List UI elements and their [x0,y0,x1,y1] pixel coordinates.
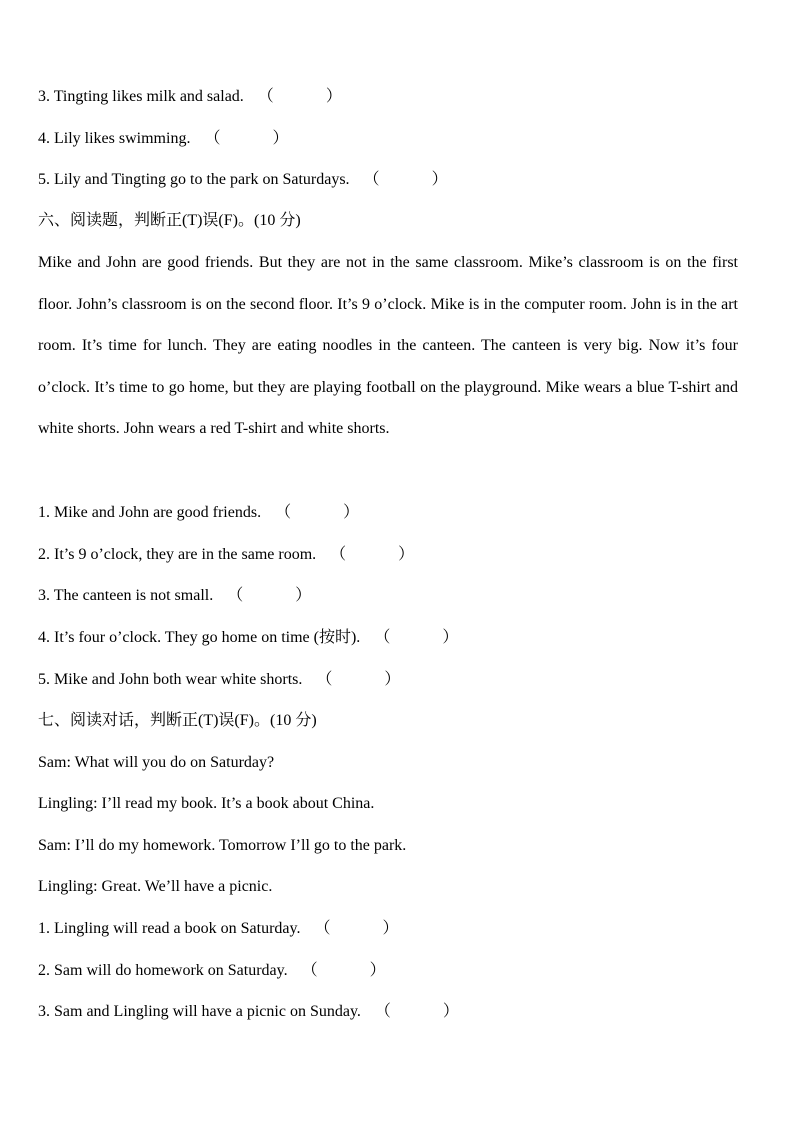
question-item [38,670,400,690]
question-text: 5. Lily and Tingting go to the park on Saturdays. [38,171,350,188]
question-item [38,129,288,149]
question-item [38,628,458,648]
answer-blank[interactable]: （ ） [374,1003,459,1020]
question-text: 3. Tingting likes milk and salad. [38,88,244,105]
answer-blank[interactable]: （ ） [275,504,360,521]
question-item [38,1002,459,1022]
section-heading: 六、阅读题，判断正(T)误(F)。(10 分) [38,212,301,229]
question-item [38,87,342,107]
answer-blank[interactable]: （ ） [204,130,289,147]
reading-passage: Mike and John are good friends. But they are not in the same classroom. Mike’s classroom is on the first floor. John’s classroom is on the second floor. It’s 9 o’clock. Mike is in the computer room. John is in the art room. It’s time for lunch. They are eating noodles in the canteen. The canteen is very big. Now it’s four o’clock. It’s time to go home, but they are playing football on the playground. Mike wears a blue T-shirt and white shorts. John wears a red T-shirt and white shorts. [38,254,738,438]
question-item [38,961,386,981]
answer-blank[interactable]: （ ） [314,920,399,937]
question-text: 4. Lily likes swimming. [38,130,191,147]
question-item [38,586,311,606]
question-text: 4. It’s four o’clock. They go home on time (按时). [38,629,361,646]
question-text: 1. Mike and John are good friends. [38,504,262,521]
answer-blank[interactable]: （ ） [330,546,415,563]
question-text: 1. Lingling will read a book on Saturday. [38,920,301,937]
dialogue-line: Sam: What will you do on Saturday? [38,754,275,771]
question-item [38,919,399,939]
question-text: 3. Sam and Lingling will have a picnic on Sunday. [38,1003,361,1020]
answer-blank[interactable]: （ ） [363,171,448,188]
dialogue-line: Lingling: Great. We’ll have a picnic. [38,878,273,895]
question-item [38,545,414,565]
question-text: 5. Mike and John both wear white shorts. [38,671,303,688]
question-text: 2. Sam will do homework on Saturday. [38,962,288,979]
question-text: 3. The canteen is not small. [38,587,214,604]
answer-blank[interactable]: （ ） [227,587,312,604]
answer-blank[interactable]: （ ） [374,629,459,646]
question-item [38,503,359,523]
answer-blank[interactable]: （ ） [316,671,401,688]
dialogue-line: Sam: I’ll do my homework. Tomorrow I’ll go to the park. [38,837,407,854]
question-item [38,170,448,190]
answer-blank[interactable]: （ ） [257,88,342,105]
dialogue-line: Lingling: I’ll read my book. It’s a book about China. [38,795,375,812]
section-heading: 七、阅读对话，判断正(T)误(F)。(10 分) [38,712,317,729]
answer-blank[interactable]: （ ） [301,962,386,979]
question-text: 2. It’s 9 o’clock, they are in the same room. [38,546,317,563]
